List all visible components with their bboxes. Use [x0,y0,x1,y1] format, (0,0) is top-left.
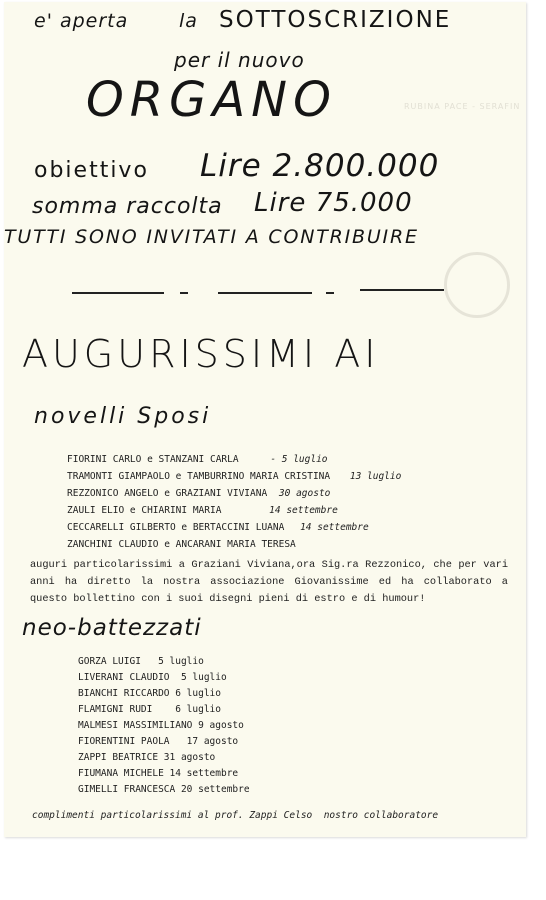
couple-date: 14 settembre [300,522,369,533]
couple-date: 14 settembre [269,505,338,516]
dedication-paragraph: auguri particolarissimi a Graziani Viviana,ora Sig.ra Rezzonico, che per vari anni ha diretto la nostra associazione Giovanissime ed ha collaborato a questo bollettino con i suoi disegni pieni di estro e di humour! [30,559,508,605]
couple-row [67,488,330,499]
baptized-item: FIORENTINI PAOLA 17 agosto [78,736,239,747]
divider-dot-2 [326,292,334,294]
subscription-article: la [179,10,198,32]
baptized-heading: neo-battezzati [22,615,202,641]
couple-row [67,505,338,516]
goal-label: obiettivo [34,158,149,183]
bleed-through-shape [444,252,510,318]
baptized-item: BIANCHI RICCARDO 6 luglio [78,688,221,699]
subscription-open-text: e' aperta [34,10,129,32]
organ-title: ORGANO [86,72,337,128]
couple-row [67,471,401,482]
baptized-item: ZAPPI BEATRICE 31 agosto [78,752,216,763]
contribute-invite: TUTTI SONO INVITATI A CONTRIBUIRE [4,226,419,248]
subscription-title: SOTTOSCRIZIONE [219,7,452,33]
bleed-through-text: RUBINA PACE - SERAFIN [404,102,521,111]
baptized-item: GORZA LUIGI 5 luglio [78,656,204,667]
baptized-item: MALMESI MASSIMILIANO 9 agosto [78,720,244,731]
raised-value: Lire 75.000 [254,188,413,218]
couple-names: ZAULI ELIO e CHIARINI MARIA [67,505,222,516]
auguri-heading: AUGURISSIMI AI [22,332,380,376]
couple-names: ZANCHINI CLAUDIO e ANCARANI MARIA TERESA [67,539,296,550]
couple-names: CECCARELLI GILBERTO e BERTACCINI LUANA [67,522,285,533]
divider-right [360,289,444,291]
document-page [4,2,526,837]
couple-row [67,539,296,550]
couple-date: 13 luglio [349,471,402,482]
divider-middle [218,292,312,294]
couple-names: FIORINI CARLO e STANZANI CARLA [67,454,239,465]
baptized-item: FLAMIGNI RUDI 6 luglio [78,704,221,715]
baptized-item: FIUMANA MICHELE 14 settembre [78,768,239,779]
newlyweds-subheading: novelli Sposi [34,404,212,429]
couple-date: 30 agosto [278,488,331,499]
couple-row [67,454,328,465]
baptized-item: GIMELLI FRANCESCA 20 settembre [78,784,250,795]
raised-label: somma raccolta [32,194,223,219]
goal-value: Lire 2.800.000 [200,148,440,184]
couple-date: - 5 luglio [270,454,328,465]
couple-row [67,522,369,533]
couple-names: REZZONICO ANGELO e GRAZIANI VIVIANA [67,488,268,499]
baptized-item: LIVERANI CLAUDIO 5 luglio [78,672,227,683]
divider-dot-1 [180,292,188,294]
footer-note: complimenti particolarissimi al prof. Zappi Celso nostro collaboratore [32,810,439,821]
divider-left [72,292,164,294]
couple-names: TRAMONTI GIAMPAOLO e TAMBURRINO MARIA CRISTINA [67,471,331,482]
new-organ-text: per il nuovo [174,48,305,72]
